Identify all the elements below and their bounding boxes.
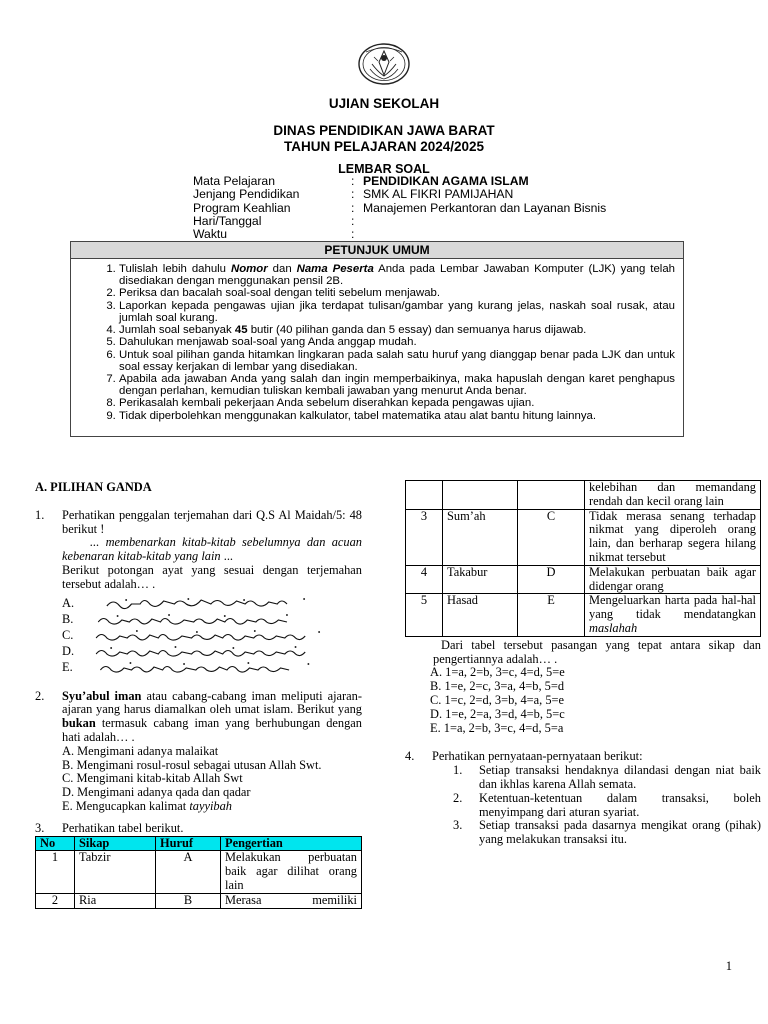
question-prompt: Berikut potongan ayat yang sesuai dengan terjemahan tersebut adalah… . [62, 562, 362, 591]
question-prompt: Dari tabel tersebut pasangan yang tepat antara sikap dan pengertiannya adalah… . [433, 637, 761, 666]
option-c[interactable]: C. 1=c, 2=d, 3=b, 4=a, 5=e [430, 692, 565, 707]
table-row: 3 Sum’ah C Tidak merasa senang terhadap nikmat yang diperoleh orang lain, dan berharap segera hilang nikmat tersebut [406, 509, 761, 565]
arabic-options [35, 596, 362, 676]
statement-list [405, 764, 761, 847]
option-e[interactable]: E. 1=a, 2=b, 3=c, 4=d, 5=a [430, 720, 564, 735]
instructions-list [71, 259, 683, 423]
question-4 [405, 750, 761, 764]
instruction-item: 2. Periksa dan bacalah soal-soal dengan teliti sebelum menjawab. [119, 288, 675, 300]
info-label: Mata Pelajaran [193, 174, 275, 188]
question-text: Perhatikan penggalan terjemahan dari Q.S Al Maidah/5: 48 berikut ! [62, 507, 362, 536]
info-value: SMK AL FIKRI PAMIJAHAN [363, 187, 514, 202]
question-3 [35, 822, 362, 836]
sheet-title: LEMBAR SOAL [338, 162, 430, 176]
question-text: Perhatikan tabel berikut. [62, 820, 184, 835]
option-d[interactable]: D. [35, 644, 362, 660]
arabic-verse-b-icon [94, 613, 362, 627]
option-c[interactable]: C. [35, 628, 362, 644]
question-number: 2. [35, 688, 45, 703]
statement-item: 3. Setiap transaksi pada dasarnya mengikat orang (pihak) yang melakukan transaksi itu. [453, 818, 761, 847]
info-colon: : [351, 174, 355, 188]
tut-wuri-handayani-logo-icon [356, 42, 412, 86]
info-label: Jenjang Pendidikan [193, 187, 300, 202]
question-number: 3. [35, 820, 45, 835]
exam-title: UJIAN SEKOLAH [328, 96, 440, 111]
arabic-verse-a-icon [94, 597, 362, 611]
right-column [405, 480, 761, 847]
table-row: 5 Hasad E Mengeluarkan harta pada hal-hal yang tidak mendatangkan maslahah [406, 594, 761, 636]
table-row: kelebihan dan memandang rendah dan kecil orang lain [406, 481, 761, 510]
page-number: 1 [725, 959, 732, 973]
arabic-verse-c-icon [94, 629, 362, 643]
option-e[interactable]: E. Mengucapkan kalimat tayyibah [62, 798, 232, 813]
info-colon: : [351, 200, 355, 215]
option-b[interactable]: B. Mengimani rosul-rosul sebagai utusan Allah Swt. [62, 757, 322, 772]
option-a[interactable]: A. Mengimani adanya malaikat [62, 743, 219, 758]
attitude-table-continued [405, 480, 761, 637]
question-text: Syu’abul iman atau cabang-cabang iman meliputi ajaran-ajaran yang harus diamalkan oleh umat islam. Berikut yang bukan termasuk cabang iman yang berhubungan dengan hati adalah… . [62, 688, 362, 744]
instruction-item: 9. Tidak diperbolehkan menggunakan kalkulator, tabel matematika atau alat bantu hitung lainnya. [119, 411, 675, 423]
general-instructions-box [70, 241, 684, 437]
question-2-options [35, 745, 362, 814]
table-header-row [36, 836, 362, 851]
statement-item: 1. Setiap transaksi hendaknya dilandasi dengan niat baik dan ikhlas karena Allah semata. [453, 763, 761, 791]
agency-title: DINAS PENDIDIKAN JAWA BARAT [273, 123, 495, 138]
exam-info [193, 175, 693, 241]
info-row-time [193, 228, 693, 241]
option-e[interactable]: E. [35, 660, 362, 676]
statement-item: 2. Ketentuan-ketentuan dalam transaksi, boleh menyimpang dari aturan syariat. [453, 790, 761, 819]
table-header: Huruf [156, 836, 221, 851]
school-year-title: TAHUN PELAJARAN 2024/2025 [283, 139, 485, 154]
info-row-date [193, 215, 693, 228]
info-label: Hari/Tanggal [193, 213, 262, 228]
info-value: Manajemen Perkantoran dan Layanan Bisnis [363, 200, 607, 215]
instruction-item: 1. Tulislah lebih dahulu Nomor dan Nama Peserta Anda pada Lembar Jawaban Komputer (LJK) yang telah disediakan dengan menggunakan pensil 2B. [119, 264, 675, 288]
left-column [35, 481, 362, 909]
table-header: Sikap [75, 836, 156, 851]
question-1 [35, 509, 362, 592]
instruction-item: 3. Laporkan kepada pengawas ujian jika terdapat tulisan/gambar yang kurang jelas, naskah soal rusak, atau jumlah soal kurang. [119, 301, 675, 325]
question-number: 4. [405, 749, 415, 764]
info-row-level [193, 188, 693, 201]
info-label: Waktu [193, 227, 228, 242]
instruction-item: 6. Untuk soal pilihan ganda hitamkan lingkaran pada salah satu huruf yang dianggap benar pada LJK dan untuk soal essay kerjakan di lembar yang disediakan. [119, 350, 675, 374]
info-colon: : [351, 227, 355, 242]
info-colon: : [351, 187, 355, 202]
option-d[interactable]: D. Mengimani adanya qada dan qadar [62, 785, 251, 800]
option-a[interactable]: A. 1=a, 2=b, 3=c, 4=d, 5=e [430, 665, 565, 680]
table-header: Pengertian [221, 836, 362, 851]
option-d[interactable]: D. 1=e, 2=a, 3=d, 4=b, 5=c [430, 706, 565, 721]
option-b[interactable]: B. 1=e, 2=c, 3=a, 4=b, 5=d [430, 679, 565, 694]
info-value: PENDIDIKAN AGAMA ISLAM [363, 174, 529, 188]
arabic-verse-d-icon [94, 645, 362, 659]
question-3-options [405, 666, 761, 735]
info-label: Program Keahlian [193, 200, 291, 215]
arabic-verse-e-icon [94, 661, 362, 675]
info-row-program [193, 202, 693, 215]
instructions-heading: PETUNJUK UMUM [71, 242, 683, 259]
info-colon: : [351, 213, 355, 228]
table-row: 1 Tabzir A Melakukan perbuatan baik agar dilihat orang lain [36, 851, 362, 893]
instruction-item: 5. Dahulukan menjawab soal-soal yang Anda anggap mudah. [119, 337, 675, 349]
attitude-table [35, 836, 362, 909]
table-row: 4 Takabur D Melakukan perbuatan baik agar didengar orang [406, 565, 761, 594]
option-a[interactable]: A. [35, 596, 362, 612]
section-heading: A. PILIHAN GANDA [35, 480, 152, 494]
info-row-subject [193, 175, 693, 188]
question-2 [35, 690, 362, 745]
instruction-item: 4. Jumlah soal sebanyak 45 butir (40 pilihan ganda dan 5 essay) dan semuanya harus dijawab. [119, 325, 675, 337]
table-row: 2 Ria B Merasa memiliki [36, 893, 362, 908]
table-header: No [36, 836, 75, 851]
option-c[interactable]: C. Mengimani kitab-kitab Allah Swt [62, 771, 243, 786]
question-number: 1. [35, 507, 45, 522]
instruction-item: 8. Perikasalah kembali pekerjaan Anda sebelum diserahkan kepada pengawas ujian. [119, 398, 675, 410]
option-b[interactable]: B. [35, 612, 362, 628]
question-text: Perhatikan pernyataan-pernyataan berikut: [432, 749, 643, 764]
quote-text: ... membenarkan kitab-kitab sebelumnya dan acuan kebenaran kitab-kitab yang lain ... [62, 535, 362, 564]
instruction-item: 7. Apabila ada jawaban Anda yang salah dan ingin memperbaikinya, maka hapuslah dengan karet penghapus dengan perlahan, kemudian tuliskan kembali jawaban yang menurut Anda benar. [119, 374, 675, 398]
